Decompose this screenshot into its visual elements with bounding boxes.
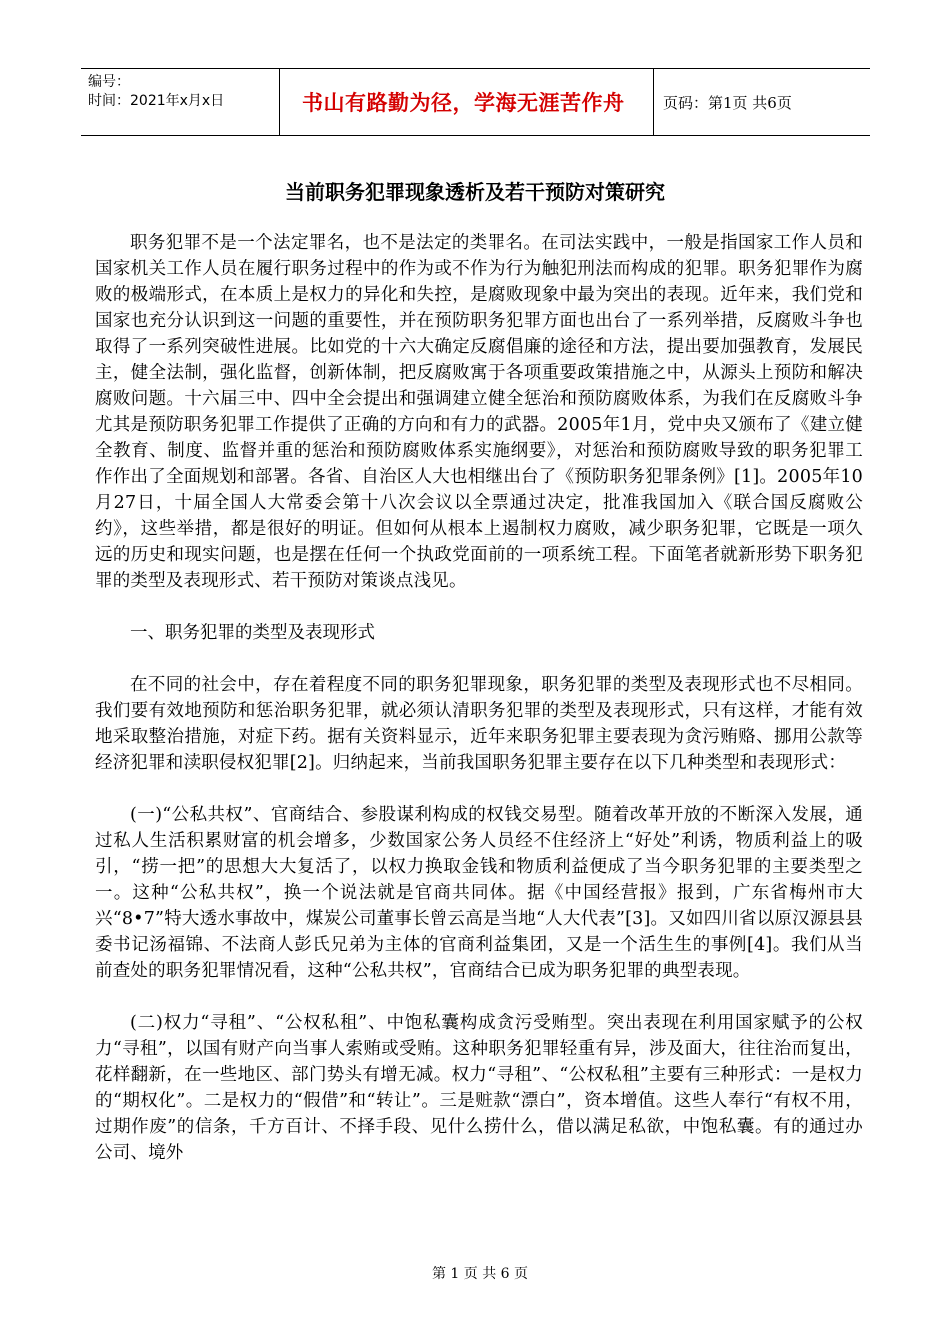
section-heading: 一、职务犯罪的类型及表现形式 xyxy=(130,623,375,643)
paragraph-type-2: (二)权力“寻租”、“公权私租”、中饱私囊构成贪污受贿型。突出表现在利用国家赋予的公权力“寻租”，以国有财产向当事人索贿或受贿。这种职务犯罪轻重有异，涉及面大，往往治而复出，花样翻新，在一些地区、部门势头有增无减。权力“寻租”、“公权私租”主要有三种形式：一是权力的“期权化”。二是权力的“假借”和“转让”。三是赃款“漂白”，资本增值。这些人奉行“有权不用，过期作废”的信条，千方百计、不择手段、见什么捞什么，借以满足私欲，中饱私囊。有的通过办公司、境外 xyxy=(95,1013,863,1163)
header-page-info: 页码：第1页 共6页 xyxy=(663,93,792,112)
document-body xyxy=(95,230,863,1192)
document-header xyxy=(81,68,870,136)
number-label: 编号： xyxy=(88,74,130,90)
time-label: 时间：2021年x月x日 xyxy=(88,93,225,109)
document-title: 当前职务犯罪现象透析及若干预防对策研究 xyxy=(285,180,665,204)
header-motto: 书山有路勤为径，学海无涯苦作舟 xyxy=(280,69,654,135)
paragraph-intro: 职务犯罪不是一个法定罪名，也不是法定的类罪名。在司法实践中，一般是指国家工作人员和国家机关工作人员在履行职务过程中的作为或不作为行为触犯刑法而构成的犯罪。职务犯罪作为腐败的极端形式，在本质上是权力的异化和失控，是腐败现象中最为突出的表现。近年来，我们党和国家也充分认识到这一问题的重要性，并在预防职务犯罪方面也出台了一系列举措，反腐败斗争也取得了一系列突破性进展。比如党的十六大确定反腐倡廉的途径和方法，提出要加强教育，发展民主，健全法制，强化监督，创新体制，把反腐败寓于各项重要政策措施之中，从源头上预防和解决腐败问题。十六届三中、四中全会提出和强调建立健全惩治和预防腐败体系，为我们在反腐败斗争尤其是预防职务犯罪工作提供了正确的方向和有力的武器。2005年1月，党中央又颁布了《建立健全教育、制度、监督并重的惩治和预防腐败体系实施纲要》，对惩治和预防腐败导致的职务犯罪工作作出了全面规划和部署。各省、自治区人大也相继出台了《预防职务犯罪条例》[1]。2005年10月27日，十届全国人大常委会第十八次会议以全票通过决定，批准我国加入《联合国反腐败公约》，这些举措，都是很好的明证。但如何从根本上遏制权力腐败，减少职务犯罪，它既是一项久远的历史和现实问题，也是摆在任何一个执政党面前的一项系统工程。下面笔者就新形势下职务犯罪的类型及表现形式、若干预防对策谈点浅见。 xyxy=(95,233,863,591)
header-meta xyxy=(81,69,280,135)
paragraph-type-1: (一)“公私共权”、官商结合、参股谋利构成的权钱交易型。随着改革开放的不断深入发展，通过私人生活积累财富的机会增多，少数国家公务人员经不住经济上“好处”利诱，物质利益上的吸引，“捞一把”的思想大大复活了，以权力换取金钱和物质利益便成了当今职务犯罪的主要类型之一。这种“公私共权”，换一个说法就是官商共同体。据《中国经营报》报到，广东省梅州市大兴“8•7”特大透水事故中，煤炭公司董事长曾云高是当地“人大代表”[3]。又如四川省以原汉源县县委书记汤福锦、不法商人彭氏兄弟为主体的官商利益集团，又是一个活生生的事例[4]。我们从当前查处的职务犯罪情况看，这种“公私共权”，官商结合已成为职务犯罪的典型表现。 xyxy=(95,805,863,981)
page-footer: 第 1 页 共 6 页 xyxy=(431,1266,529,1282)
paragraph-section-intro: 在不同的社会中，存在着程度不同的职务犯罪现象，职务犯罪的类型及表现形式也不尽相同。我们要有效地预防和惩治职务犯罪，就必须认清职务犯罪的类型及表现形式，只有这样，才能有效地采取整治措施，对症下药。据有关资料显示，近年来职务犯罪主要表现为贪污贿赂、挪用公款等经济犯罪和渎职侵权犯罪[2]。归纳起来，当前我国职务犯罪主要存在以下几种类型和表现形式： xyxy=(95,675,863,773)
